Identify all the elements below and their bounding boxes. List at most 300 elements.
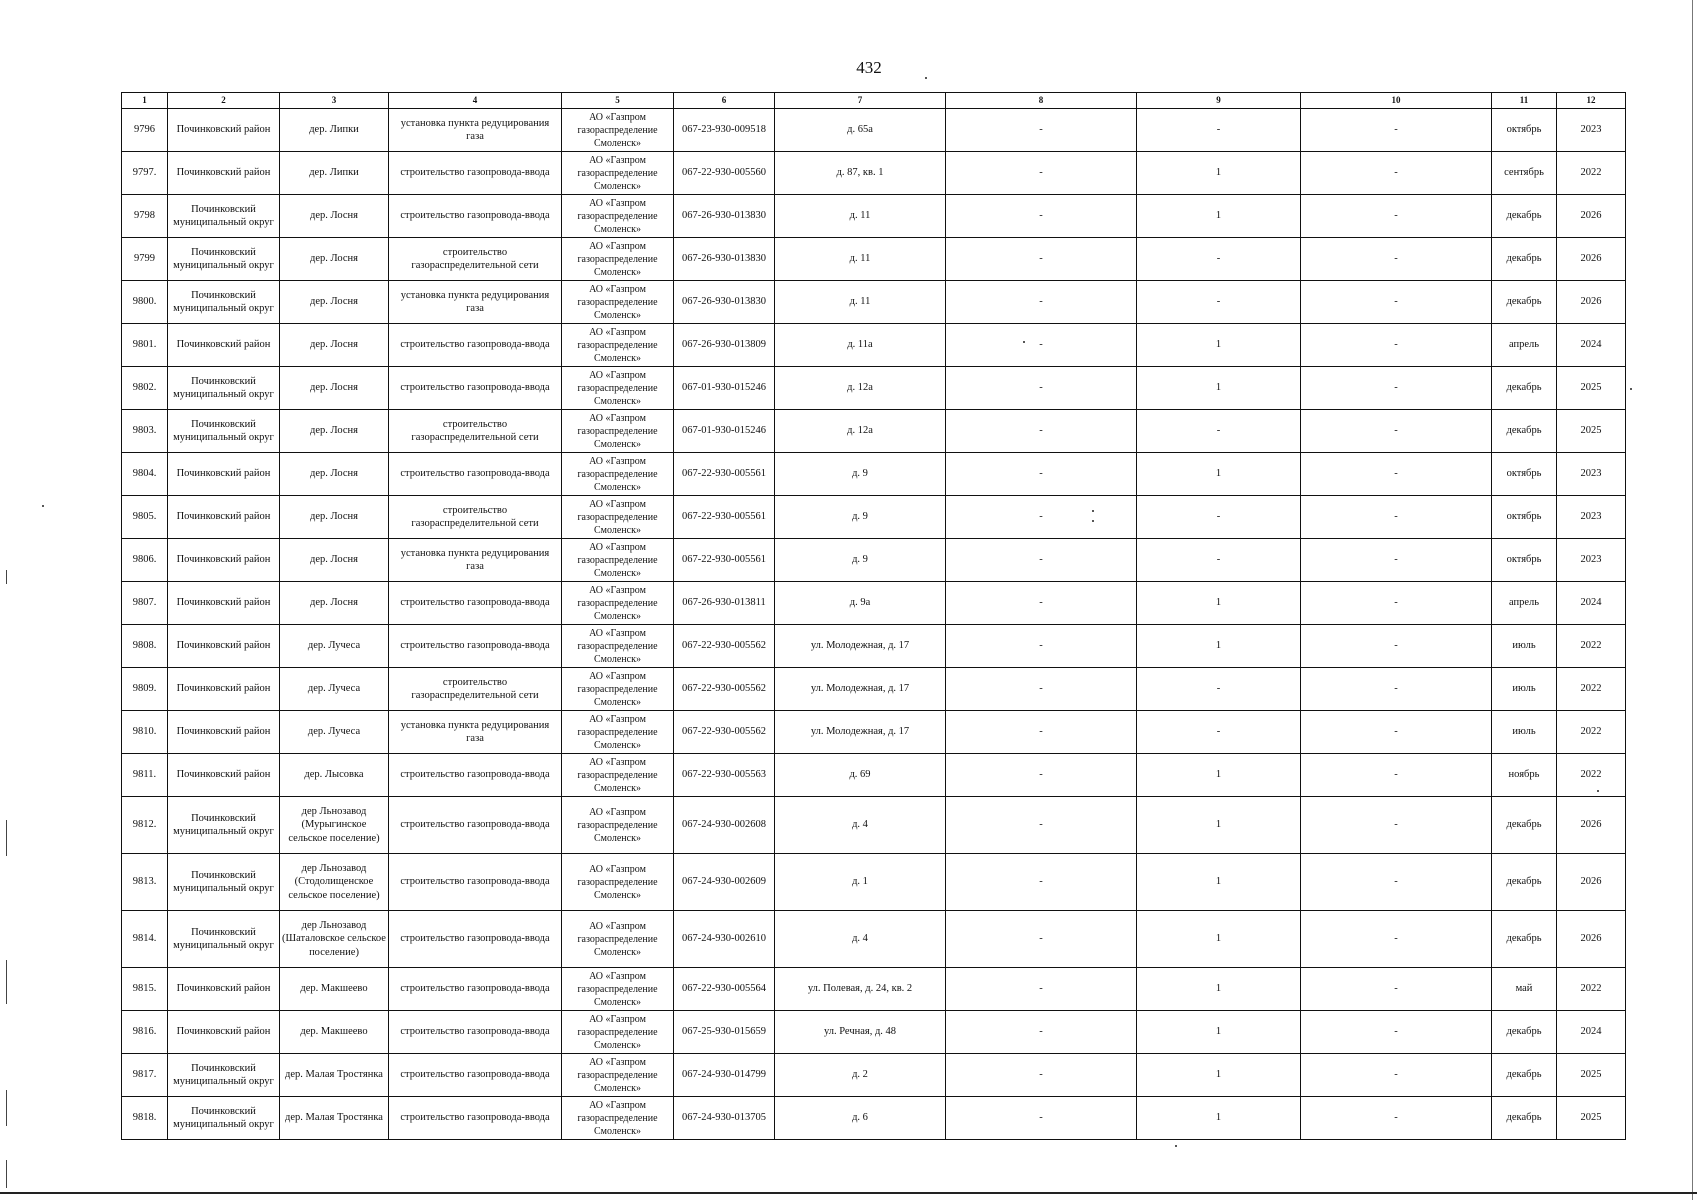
cell-year: 2025 [1557,1097,1626,1140]
column-header: 7 [775,93,946,109]
cell-value-8: - [946,668,1137,711]
cell-row-number: 9801. [122,324,168,367]
cell-district: Починковский район [168,1011,280,1054]
table-row [122,625,1626,668]
cell-value-9: - [1137,539,1301,582]
cell-year: 2026 [1557,854,1626,911]
cell-value-8: - [946,195,1137,238]
cell-request-number: 067-24-930-002610 [674,911,775,968]
cell-settlement: дер. Лосня [280,238,389,281]
cell-row-number: 9805. [122,496,168,539]
cell-district: Починковский муниципальный округ [168,854,280,911]
cell-value-9: - [1137,109,1301,152]
cell-value-8: - [946,367,1137,410]
cell-value-10: - [1301,410,1492,453]
cell-request-number: 067-24-930-002609 [674,854,775,911]
column-header: 2 [168,93,280,109]
cell-value-10: - [1301,711,1492,754]
cell-month: ноябрь [1492,754,1557,797]
column-header: 6 [674,93,775,109]
cell-district: Починковский район [168,324,280,367]
cell-value-8: - [946,625,1137,668]
cell-settlement: дер. Лосня [280,453,389,496]
cell-month: декабрь [1492,854,1557,911]
cell-year: 2022 [1557,152,1626,195]
cell-value-9: - [1137,238,1301,281]
column-header: 12 [1557,93,1626,109]
cell-settlement: дер. Липки [280,109,389,152]
cell-month: октябрь [1492,453,1557,496]
cell-value-10: - [1301,496,1492,539]
cell-year: 2026 [1557,911,1626,968]
cell-address: д. 11 [775,195,946,238]
column-header: 8 [946,93,1137,109]
cell-address: д. 9а [775,582,946,625]
cell-work-type: строительство газопровода-ввода [389,582,562,625]
cell-operator: АО «Газпром газораспределение Смоленск» [562,410,674,453]
cell-value-10: - [1301,1054,1492,1097]
cell-value-10: - [1301,968,1492,1011]
cell-settlement: дер Льнозавод (Стодолищенское сельское поселение) [280,854,389,911]
cell-address: д. 9 [775,453,946,496]
cell-settlement: дер. Лосня [280,539,389,582]
cell-row-number: 9800. [122,281,168,324]
cell-address: д. 9 [775,539,946,582]
cell-year: 2024 [1557,582,1626,625]
cell-work-type: строительство газопровода-ввода [389,1011,562,1054]
cell-work-type: строительство газопровода-ввода [389,968,562,1011]
cell-request-number: 067-26-930-013811 [674,582,775,625]
cell-value-9: 1 [1137,854,1301,911]
table-row [122,711,1626,754]
cell-value-8: - [946,410,1137,453]
cell-value-10: - [1301,854,1492,911]
cell-month: декабрь [1492,1054,1557,1097]
cell-district: Починковский район [168,109,280,152]
cell-work-type: строительство газопровода-ввода [389,754,562,797]
table-row [122,911,1626,968]
cell-value-8: - [946,1011,1137,1054]
cell-value-9: 1 [1137,367,1301,410]
cell-year: 2024 [1557,324,1626,367]
cell-work-type: строительство газопровода-ввода [389,854,562,911]
cell-value-8: - [946,711,1137,754]
cell-request-number: 067-26-930-013830 [674,195,775,238]
cell-value-10: - [1301,109,1492,152]
cell-address: ул. Молодежная, д. 17 [775,668,946,711]
cell-year: 2022 [1557,968,1626,1011]
cell-value-10: - [1301,324,1492,367]
cell-year: 2026 [1557,195,1626,238]
cell-value-8: - [946,582,1137,625]
cell-request-number: 067-22-930-005562 [674,668,775,711]
cell-operator: АО «Газпром газораспределение Смоленск» [562,754,674,797]
cell-district: Починковский муниципальный округ [168,238,280,281]
cell-value-9: 1 [1137,453,1301,496]
column-number-header-row [122,93,1626,109]
cell-work-type: строительство газораспределительной сети [389,668,562,711]
cell-work-type: строительство газопровода-ввода [389,152,562,195]
scan-edge-mark [6,1090,7,1126]
cell-operator: АО «Газпром газораспределение Смоленск» [562,453,674,496]
cell-value-9: 1 [1137,1054,1301,1097]
cell-work-type: строительство газопровода-ввода [389,453,562,496]
cell-operator: АО «Газпром газораспределение Смоленск» [562,324,674,367]
cell-value-10: - [1301,152,1492,195]
cell-operator: АО «Газпром газораспределение Смоленск» [562,1054,674,1097]
cell-value-8: - [946,754,1137,797]
cell-value-10: - [1301,1011,1492,1054]
column-header: 1 [122,93,168,109]
cell-row-number: 9817. [122,1054,168,1097]
cell-request-number: 067-22-930-005560 [674,152,775,195]
cell-year: 2025 [1557,410,1626,453]
cell-value-10: - [1301,539,1492,582]
cell-request-number: 067-22-930-005563 [674,754,775,797]
cell-work-type: строительство газопровода-ввода [389,195,562,238]
cell-month: октябрь [1492,539,1557,582]
cell-request-number: 067-24-930-013705 [674,1097,775,1140]
cell-value-8: - [946,152,1137,195]
cell-value-8: - [946,238,1137,281]
cell-value-10: - [1301,453,1492,496]
cell-row-number: 9813. [122,854,168,911]
cell-settlement: дер. Лосня [280,496,389,539]
cell-value-10: - [1301,367,1492,410]
cell-year: 2023 [1557,496,1626,539]
cell-value-10: - [1301,754,1492,797]
cell-work-type: установка пункта редуцирования газа [389,281,562,324]
cell-row-number: 9804. [122,453,168,496]
cell-work-type: строительство газопровода-ввода [389,367,562,410]
cell-row-number: 9799 [122,238,168,281]
cell-request-number: 067-26-930-013830 [674,281,775,324]
cell-district: Починковский муниципальный округ [168,195,280,238]
cell-settlement: дер. Лысовка [280,754,389,797]
cell-value-10: - [1301,625,1492,668]
cell-work-type: установка пункта редуцирования газа [389,711,562,754]
cell-request-number: 067-01-930-015246 [674,410,775,453]
cell-month: декабрь [1492,195,1557,238]
cell-operator: АО «Газпром газораспределение Смоленск» [562,625,674,668]
cell-address: ул. Полевая, д. 24, кв. 2 [775,968,946,1011]
cell-request-number: 067-22-930-005561 [674,453,775,496]
cell-request-number: 067-26-930-013809 [674,324,775,367]
cell-month: апрель [1492,324,1557,367]
cell-month: июль [1492,711,1557,754]
cell-year: 2026 [1557,797,1626,854]
cell-district: Починковский район [168,582,280,625]
cell-address: д. 1 [775,854,946,911]
cell-year: 2023 [1557,539,1626,582]
table-row [122,668,1626,711]
column-header: 11 [1492,93,1557,109]
cell-request-number: 067-25-930-015659 [674,1011,775,1054]
cell-operator: АО «Газпром газораспределение Смоленск» [562,711,674,754]
cell-value-8: - [946,324,1137,367]
cell-value-9: - [1137,496,1301,539]
cell-year: 2022 [1557,711,1626,754]
cell-operator: АО «Газпром газораспределение Смоленск» [562,109,674,152]
table-row [122,410,1626,453]
cell-request-number: 067-23-930-009518 [674,109,775,152]
cell-value-9: 1 [1137,754,1301,797]
cell-work-type: строительство газопровода-ввода [389,324,562,367]
cell-value-8: - [946,797,1137,854]
table-row [122,367,1626,410]
cell-district: Починковский район [168,754,280,797]
cell-district: Починковский район [168,711,280,754]
cell-value-8: - [946,453,1137,496]
cell-operator: АО «Газпром газораспределение Смоленск» [562,668,674,711]
cell-address: д. 4 [775,797,946,854]
cell-district: Починковский район [168,496,280,539]
cell-value-8: - [946,854,1137,911]
table-row [122,968,1626,1011]
column-header: 5 [562,93,674,109]
cell-value-8: - [946,968,1137,1011]
cell-operator: АО «Газпром газораспределение Смоленск» [562,238,674,281]
cell-value-8: - [946,539,1137,582]
cell-request-number: 067-24-930-014799 [674,1054,775,1097]
cell-operator: АО «Газпром газораспределение Смоленск» [562,195,674,238]
cell-row-number: 9816. [122,1011,168,1054]
cell-operator: АО «Газпром газораспределение Смоленск» [562,797,674,854]
cell-value-9: 1 [1137,324,1301,367]
cell-month: декабрь [1492,367,1557,410]
cell-district: Починковский район [168,152,280,195]
cell-row-number: 9803. [122,410,168,453]
cell-value-10: - [1301,281,1492,324]
cell-work-type: строительство газопровода-ввода [389,797,562,854]
cell-settlement: дер. Макшеево [280,968,389,1011]
cell-month: декабрь [1492,1097,1557,1140]
cell-district: Починковский муниципальный округ [168,281,280,324]
cell-row-number: 9812. [122,797,168,854]
cell-settlement: дер. Лосня [280,410,389,453]
cell-address: д. 12а [775,410,946,453]
cell-row-number: 9806. [122,539,168,582]
cell-row-number: 9814. [122,911,168,968]
cell-value-9: 1 [1137,582,1301,625]
cell-value-8: - [946,109,1137,152]
cell-address: ул. Молодежная, д. 17 [775,711,946,754]
cell-address: д. 87, кв. 1 [775,152,946,195]
table-row [122,539,1626,582]
cell-work-type: строительство газораспределительной сети [389,238,562,281]
table-row [122,754,1626,797]
cell-address: д. 12а [775,367,946,410]
cell-district: Починковский район [168,668,280,711]
cell-settlement: дер. Малая Тростянка [280,1054,389,1097]
cell-value-9: 1 [1137,911,1301,968]
cell-work-type: строительство газопровода-ввода [389,1097,562,1140]
cell-month: декабрь [1492,238,1557,281]
cell-settlement: дер. Лосня [280,324,389,367]
cell-address: д. 2 [775,1054,946,1097]
cell-value-10: - [1301,911,1492,968]
cell-settlement: дер Льнозавод (Мурыгинское сельское поселение) [280,797,389,854]
cell-operator: АО «Газпром газораспределение Смоленск» [562,367,674,410]
cell-value-8: - [946,281,1137,324]
cell-year: 2025 [1557,1054,1626,1097]
cell-district: Починковский район [168,968,280,1011]
column-header: 10 [1301,93,1492,109]
cell-request-number: 067-22-930-005561 [674,539,775,582]
cell-row-number: 9815. [122,968,168,1011]
cell-year: 2025 [1557,367,1626,410]
table-row [122,854,1626,911]
cell-value-8: - [946,911,1137,968]
cell-address: д. 69 [775,754,946,797]
table-row [122,1054,1626,1097]
cell-operator: АО «Газпром газораспределение Смоленск» [562,539,674,582]
cell-row-number: 9798 [122,195,168,238]
cell-operator: АО «Газпром газораспределение Смоленск» [562,1097,674,1140]
cell-value-9: 1 [1137,152,1301,195]
cell-value-9: 1 [1137,1011,1301,1054]
cell-request-number: 067-01-930-015246 [674,367,775,410]
cell-work-type: строительство газопровода-ввода [389,625,562,668]
cell-settlement: дер. Лосня [280,195,389,238]
cell-year: 2022 [1557,625,1626,668]
cell-request-number: 067-22-930-005564 [674,968,775,1011]
cell-district: Починковский муниципальный округ [168,911,280,968]
cell-value-8: - [946,1054,1137,1097]
cell-value-9: 1 [1137,1097,1301,1140]
column-header: 3 [280,93,389,109]
cell-address: д. 6 [775,1097,946,1140]
column-header: 9 [1137,93,1301,109]
cell-operator: АО «Газпром газораспределение Смоленск» [562,911,674,968]
table-body [122,109,1626,1140]
cell-year: 2024 [1557,1011,1626,1054]
scan-edge-mark [6,820,7,856]
cell-request-number: 067-22-930-005561 [674,496,775,539]
cell-month: апрель [1492,582,1557,625]
cell-row-number: 9818. [122,1097,168,1140]
table-row [122,1011,1626,1054]
cell-value-8: - [946,1097,1137,1140]
cell-settlement: дер. Лучеса [280,668,389,711]
cell-year: 2023 [1557,109,1626,152]
table-row [122,324,1626,367]
cell-settlement: дер. Лосня [280,582,389,625]
table-row [122,238,1626,281]
scan-speck [1175,1145,1177,1147]
cell-month: май [1492,968,1557,1011]
cell-operator: АО «Газпром газораспределение Смоленск» [562,1011,674,1054]
cell-value-10: - [1301,238,1492,281]
cell-value-10: - [1301,582,1492,625]
cell-work-type: установка пункта редуцирования газа [389,539,562,582]
cell-settlement: дер. Лосня [280,281,389,324]
cell-settlement: дер Льнозавод (Шаталовское сельское поселение) [280,911,389,968]
cell-row-number: 9797. [122,152,168,195]
cell-row-number: 9810. [122,711,168,754]
cell-month: декабрь [1492,911,1557,968]
cell-address: ул. Речная, д. 48 [775,1011,946,1054]
cell-value-9: 1 [1137,968,1301,1011]
column-header: 4 [389,93,562,109]
cell-work-type: строительство газораспределительной сети [389,410,562,453]
scan-speck [42,505,44,507]
table-row [122,582,1626,625]
cell-work-type: строительство газопровода-ввода [389,1054,562,1097]
cell-operator: АО «Газпром газораспределение Смоленск» [562,152,674,195]
cell-value-8: - [946,496,1137,539]
cell-value-9: 1 [1137,195,1301,238]
cell-row-number: 9811. [122,754,168,797]
cell-month: декабрь [1492,281,1557,324]
cell-row-number: 9808. [122,625,168,668]
cell-settlement: дер. Макшеево [280,1011,389,1054]
cell-value-10: - [1301,668,1492,711]
scan-edge-mark [6,570,7,584]
cell-work-type: строительство газораспределительной сети [389,496,562,539]
cell-year: 2022 [1557,754,1626,797]
cell-value-10: - [1301,195,1492,238]
cell-month: октябрь [1492,496,1557,539]
cell-value-10: - [1301,797,1492,854]
cell-address: д. 11 [775,238,946,281]
cell-row-number: 9807. [122,582,168,625]
cell-value-9: - [1137,711,1301,754]
cell-value-9: - [1137,668,1301,711]
cell-row-number: 9802. [122,367,168,410]
cell-row-number: 9796 [122,109,168,152]
cell-month: декабрь [1492,410,1557,453]
cell-value-9: 1 [1137,797,1301,854]
table-row [122,195,1626,238]
cell-value-10: - [1301,1097,1492,1140]
cell-request-number: 067-22-930-005562 [674,625,775,668]
cell-address: д. 11а [775,324,946,367]
cell-address: ул. Молодежная, д. 17 [775,625,946,668]
scan-speck [1630,388,1632,390]
cell-month: июль [1492,668,1557,711]
scan-speck [925,77,927,79]
cell-operator: АО «Газпром газораспределение Смоленск» [562,582,674,625]
cell-operator: АО «Газпром газораспределение Смоленск» [562,968,674,1011]
registry-table [121,92,1626,1140]
cell-district: Починковский муниципальный округ [168,1054,280,1097]
cell-settlement: дер. Лучеса [280,711,389,754]
cell-address: д. 4 [775,911,946,968]
cell-row-number: 9809. [122,668,168,711]
cell-request-number: 067-26-930-013830 [674,238,775,281]
cell-month: декабрь [1492,1011,1557,1054]
table-row [122,453,1626,496]
cell-operator: АО «Газпром газораспределение Смоленск» [562,281,674,324]
cell-year: 2026 [1557,281,1626,324]
cell-address: д. 9 [775,496,946,539]
cell-year: 2026 [1557,238,1626,281]
cell-district: Починковский муниципальный округ [168,1097,280,1140]
table-row [122,496,1626,539]
cell-value-9: - [1137,281,1301,324]
table-row [122,1097,1626,1140]
cell-district: Починковский район [168,453,280,496]
table-row [122,152,1626,195]
table-row [122,281,1626,324]
cell-settlement: дер. Лосня [280,367,389,410]
cell-month: декабрь [1492,797,1557,854]
cell-month: июль [1492,625,1557,668]
cell-settlement: дер. Липки [280,152,389,195]
cell-year: 2023 [1557,453,1626,496]
cell-request-number: 067-22-930-005562 [674,711,775,754]
